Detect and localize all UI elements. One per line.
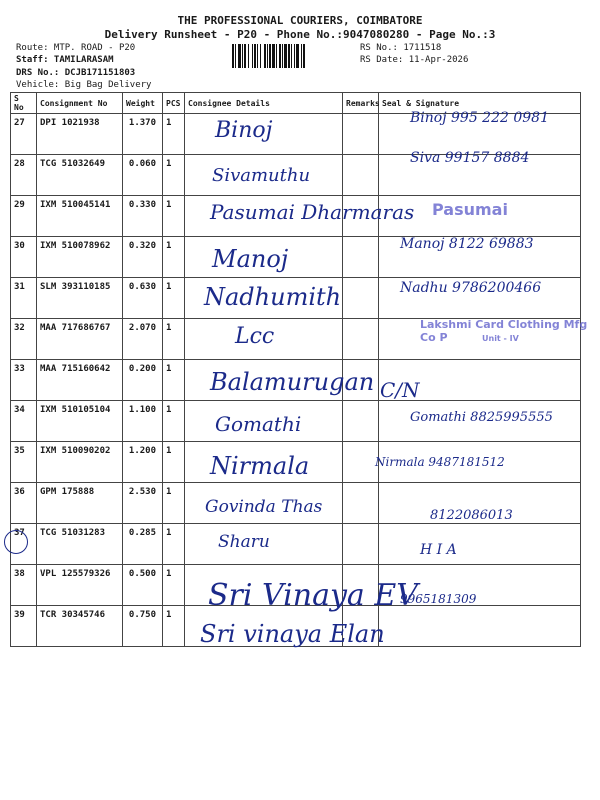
cell-pcs: 1 (163, 319, 185, 360)
cell-sno: 37 (11, 524, 37, 565)
cell-consignee (185, 196, 343, 237)
cell-weight: 0.060 (123, 155, 163, 196)
cell-remarks (343, 483, 379, 524)
cell-pcs: 1 (163, 565, 185, 606)
col-remarks: Remarks (343, 93, 379, 114)
cell-sno: 33 (11, 360, 37, 401)
vehicle-line: Vehicle: Big Bag Delivery (16, 80, 152, 90)
cell-remarks (343, 606, 379, 647)
cell-pcs: 1 (163, 442, 185, 483)
cell-sno: 38 (11, 565, 37, 606)
handwritten-consignee: Sivamuthu (212, 165, 311, 186)
company-stamp: Unit - IV (482, 334, 519, 343)
table-row (11, 524, 581, 565)
handwritten-signature: Binoj 995 222 0981 (410, 110, 549, 126)
rs-date: RS Date: 11-Apr-2026 (360, 55, 469, 65)
cell-weight: 2.070 (123, 319, 163, 360)
cell-consignee (185, 114, 343, 155)
runsheet-table (10, 92, 581, 647)
handwritten-consignee: Sri Vinaya EV (208, 578, 418, 613)
cell-cons: SLM 393110185 (37, 278, 123, 319)
cell-consignee (185, 483, 343, 524)
cell-sno: 28 (11, 155, 37, 196)
cell-cons: DPI 1021938 (37, 114, 123, 155)
route-line: Route: MTP. ROAD - P20 (16, 43, 136, 53)
handwritten-consignee: Pasumai Dharmaras (210, 200, 415, 224)
handwritten-consignee: Nirmala (210, 452, 310, 480)
cell-signature (379, 401, 581, 442)
rs-no: RS No.: 1711518 (360, 43, 442, 53)
cell-sno: 30 (11, 237, 37, 278)
col-weight: Weight (123, 93, 163, 114)
cell-signature (379, 237, 581, 278)
cell-consignee (185, 442, 343, 483)
handwritten-consignee: Manoj (212, 245, 289, 273)
handwritten-consignee: Gomathi (215, 412, 302, 436)
table-row (11, 237, 581, 278)
table-header-row (11, 93, 581, 114)
table-row (11, 278, 581, 319)
cell-consignee (185, 524, 343, 565)
cell-weight: 0.285 (123, 524, 163, 565)
handwritten-signature: Nirmala 9487181512 (375, 455, 505, 469)
cell-cons: IXM 510078962 (37, 237, 123, 278)
cell-cons: VPL 125579326 (37, 565, 123, 606)
col-pcs: PCS (163, 93, 185, 114)
circled-entry-mark (4, 530, 28, 554)
table-row (11, 360, 581, 401)
cell-weight: 1.370 (123, 114, 163, 155)
handwritten-consignee: Sharu (218, 532, 270, 552)
cell-consignee (185, 565, 343, 606)
table-row (11, 155, 581, 196)
cell-signature (379, 483, 581, 524)
table-row (11, 442, 581, 483)
cell-remarks (343, 237, 379, 278)
cell-pcs: 1 (163, 114, 185, 155)
cell-sno: 36 (11, 483, 37, 524)
company-stamp: Lakshmi Card Clothing Mfg Co P (420, 318, 588, 344)
handwritten-signature: 8122086013 (430, 508, 513, 523)
cell-signature (379, 278, 581, 319)
cell-remarks (343, 401, 379, 442)
company-stamp: Pasumai (432, 200, 508, 219)
table-row (11, 606, 581, 647)
handwritten-signature: C/N (380, 378, 420, 402)
cell-remarks (343, 196, 379, 237)
cell-pcs: 1 (163, 606, 185, 647)
table-row (11, 483, 581, 524)
cell-cons: MAA 715160642 (37, 360, 123, 401)
handwritten-consignee: Binoj (215, 118, 273, 143)
cell-weight: 1.100 (123, 401, 163, 442)
cell-remarks (343, 524, 379, 565)
col-signature: Seal & Signature (379, 93, 581, 114)
cell-consignee (185, 319, 343, 360)
cell-consignee (185, 401, 343, 442)
handwritten-signature: Siva 99157 8884 (410, 150, 530, 166)
cell-consignee (185, 237, 343, 278)
cell-signature (379, 114, 581, 155)
runsheet-title: Delivery Runsheet - P20 - Phone No.:9047080280 - Page No.:3 (104, 28, 496, 41)
cell-pcs: 1 (163, 237, 185, 278)
cell-signature (379, 360, 581, 401)
cell-sno: 34 (11, 401, 37, 442)
staff-line: Staff: TAMILARASAM (16, 55, 114, 65)
cell-weight: 2.530 (123, 483, 163, 524)
cell-pcs: 1 (163, 278, 185, 319)
cell-pcs: 1 (163, 360, 185, 401)
cell-weight: 1.200 (123, 442, 163, 483)
cell-sno: 31 (11, 278, 37, 319)
cell-remarks (343, 360, 379, 401)
handwritten-consignee: Balamurugan (210, 368, 375, 396)
cell-weight: 0.500 (123, 565, 163, 606)
col-consignment: Consignment No (37, 93, 123, 114)
table-row (11, 114, 581, 155)
handwritten-consignee: Govinda Thas (205, 497, 323, 517)
handwritten-consignee: Lcc (235, 324, 275, 349)
cell-sno: 35 (11, 442, 37, 483)
cell-weight: 0.630 (123, 278, 163, 319)
col-sno: S No (11, 93, 37, 114)
cell-cons: MAA 717686767 (37, 319, 123, 360)
cell-sno: 32 (11, 319, 37, 360)
cell-pcs: 1 (163, 483, 185, 524)
cell-remarks (343, 319, 379, 360)
drs-line: DRS No.: DCJB171151803 (16, 68, 136, 78)
handwritten-signature: H I A (420, 542, 457, 558)
cell-signature (379, 155, 581, 196)
cell-sno: 27 (11, 114, 37, 155)
table-row (11, 565, 581, 606)
cell-weight: 0.200 (123, 360, 163, 401)
cell-consignee (185, 278, 343, 319)
cell-cons: IXM 510090202 (37, 442, 123, 483)
cell-weight: 0.330 (123, 196, 163, 237)
col-consignee: Consignee Details (185, 93, 343, 114)
cell-cons: TCG 51032649 (37, 155, 123, 196)
cell-remarks (343, 278, 379, 319)
cell-weight: 0.750 (123, 606, 163, 647)
cell-pcs: 1 (163, 524, 185, 565)
cell-pcs: 1 (163, 196, 185, 237)
cell-pcs: 1 (163, 155, 185, 196)
cell-sno: 39 (11, 606, 37, 647)
cell-remarks (343, 155, 379, 196)
cell-remarks (343, 442, 379, 483)
handwritten-signature: Manoj 8122 69883 (400, 236, 534, 252)
cell-cons: TCR 30345746 (37, 606, 123, 647)
cell-consignee (185, 155, 343, 196)
handwritten-consignee: Nadhumith (204, 283, 342, 311)
cell-signature (379, 565, 581, 606)
barcode (232, 44, 356, 68)
cell-cons: TCG 51031283 (37, 524, 123, 565)
cell-remarks (343, 114, 379, 155)
cell-signature (379, 524, 581, 565)
handwritten-signature: Gomathi 8825995555 (410, 410, 553, 425)
cell-remarks (343, 565, 379, 606)
handwritten-signature: Nadhu 9786200466 (400, 280, 542, 296)
cell-signature (379, 442, 581, 483)
cell-weight: 0.320 (123, 237, 163, 278)
table-row (11, 401, 581, 442)
handwritten-signature: 9965181309 (400, 592, 477, 606)
cell-signature (379, 606, 581, 647)
cell-cons: IXM 510045141 (37, 196, 123, 237)
cell-consignee (185, 606, 343, 647)
company-title: THE PROFESSIONAL COURIERS, COIMBATORE (177, 14, 423, 27)
cell-cons: GPM 175888 (37, 483, 123, 524)
handwritten-consignee: Sri vinaya Elan (200, 620, 385, 648)
cell-consignee (185, 360, 343, 401)
cell-pcs: 1 (163, 401, 185, 442)
cell-cons: IXM 510105104 (37, 401, 123, 442)
cell-sno: 29 (11, 196, 37, 237)
